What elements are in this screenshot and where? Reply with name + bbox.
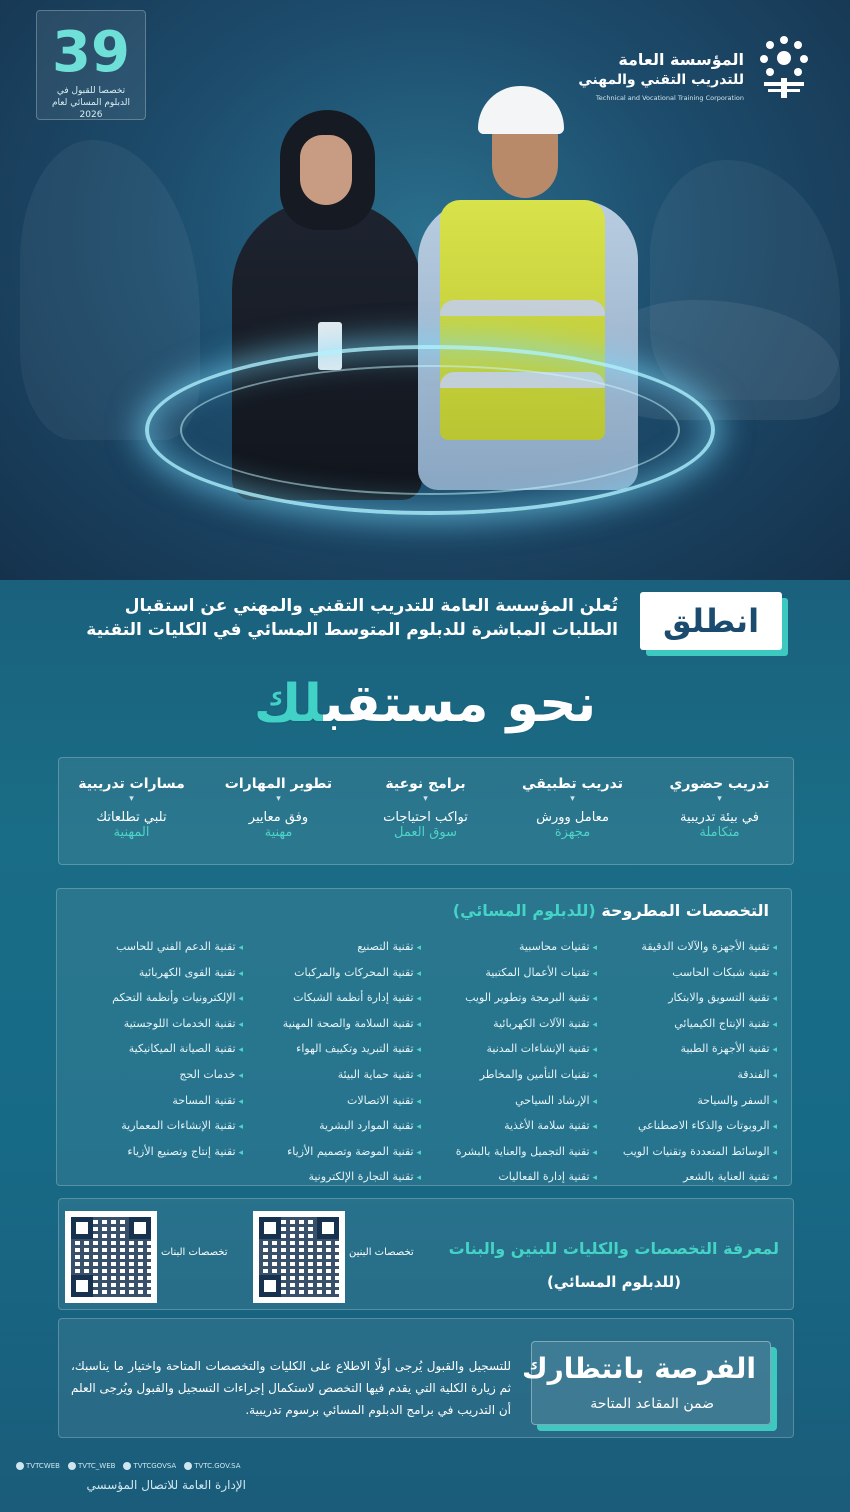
social-handle: TVTCGOVSA [133, 1462, 177, 1470]
major-item: ◂ تقنية السلامة والصحة المهنية [243, 1012, 421, 1038]
headline-main: نحو مستقب [323, 674, 597, 734]
cta-subtitle: ضمن المقاعد المتاحة [590, 1396, 714, 1412]
social-links [16, 1462, 316, 1470]
qr-finder [317, 1217, 339, 1239]
major-item: ◂ تقنيات محاسبية [419, 935, 597, 961]
vest-stripe [440, 300, 605, 316]
boys-qr-label: تخصصات البنين [349, 1247, 414, 1258]
chevron-down-icon: ▾ [276, 794, 281, 804]
major-item: ◂ تقنية الأجهزة والآلات الدقيقة [599, 935, 777, 961]
major-item: ◂ الإرشاد السياحي [419, 1089, 597, 1115]
major-item: ◂ تقنية الموضة وتصميم الأزياء [243, 1140, 421, 1166]
major-item: ◂ تقنية الصيانة الميكانيكية [65, 1037, 243, 1063]
feature-subtitle-accent: المهنية [113, 825, 150, 840]
glow-ring-inner [180, 365, 680, 495]
major-item: ◂ تقنيات التأمين والمخاطر [419, 1063, 597, 1089]
major-item: ◂ تقنية البرمجة وتطوير الويب [419, 986, 597, 1012]
girls-qr-code[interactable] [65, 1211, 157, 1303]
feature-title: تدريب حضوري [669, 776, 770, 792]
boys-qr-code[interactable] [253, 1211, 345, 1303]
features-panel [58, 757, 794, 865]
major-item: ◂ الإلكترونيات وأنظمة التحكم [65, 986, 243, 1012]
social-link[interactable] [68, 1462, 115, 1470]
feature-title: تطوير المهارات [224, 776, 333, 792]
qr-finder [71, 1275, 93, 1297]
major-item: ◂ تقنية الموارد البشرية [243, 1114, 421, 1140]
major-item: ◂ تقنية سلامة الأغذية [419, 1114, 597, 1140]
major-item: ◂ تقنية الأجهزة الطبية [599, 1037, 777, 1063]
launch-label: انطلق [662, 602, 760, 640]
major-item: ◂ تقنية العناية بالشعر [599, 1165, 777, 1191]
feature-subtitle: معامل وورش [536, 810, 609, 825]
qr-subtitle: (للدبلوم المسائي) [546, 1273, 681, 1291]
major-item: ◂ تقنية الدعم الفني للحاسب [65, 935, 243, 961]
feature-item [646, 758, 793, 866]
major-item: ◂ تقنية الإنتاج الكيميائي [599, 1012, 777, 1038]
count-number: 39 [52, 20, 130, 85]
major-item: ◂ الفندقة [599, 1063, 777, 1089]
chevron-down-icon: ▾ [129, 794, 134, 804]
major-item: ◂ تقنية الإنشاءات المدنية [419, 1037, 597, 1063]
social-link[interactable] [123, 1462, 176, 1470]
feature-title: مسارات تدريبية [78, 776, 185, 792]
social-handle: TVTCWEB [26, 1462, 60, 1470]
launch-badge [640, 592, 782, 650]
major-item: ◂ تقنية التصنيع [243, 935, 421, 961]
major-item: ◂ تقنية القوى الكهربائية [65, 961, 243, 987]
social-icon [68, 1462, 76, 1470]
feature-subtitle-accent: سوق العمل [393, 825, 458, 840]
social-icon [16, 1462, 24, 1470]
major-item: ◂ تقنية التبريد وتكييف الهواء [243, 1037, 421, 1063]
social-icon [184, 1462, 192, 1470]
feature-subtitle-accent: متكاملة [699, 825, 740, 840]
cta-box [521, 1341, 771, 1425]
announcement-line-1: تُعلن المؤسسة العامة للتدريب التقني والمهني عن استقبال [124, 596, 618, 616]
majors-column [599, 935, 777, 1191]
feature-subtitle: وفق معايير [248, 810, 309, 825]
feature-title: تدريب تطبيقي [522, 776, 623, 792]
social-handle: TVTC_WEB [77, 1462, 116, 1470]
announcement [78, 594, 618, 642]
footer-department: الإدارة العامة للاتصال المؤسسي [86, 1478, 246, 1492]
major-item: ◂ تقنية الآلات الكهربائية [419, 1012, 597, 1038]
announcement-line-2: الطلبات المباشرة للدبلوم المتوسط المسائي في الكليات التقنية [86, 620, 618, 640]
major-item: ◂ تقنية شبكات الحاسب [599, 961, 777, 987]
major-item: ◂ تقنية الإنشاءات المعمارية [65, 1114, 243, 1140]
girls-qr-label: تخصصات البنات [161, 1247, 228, 1258]
feature-subtitle: تلبي تطلعاتك [96, 810, 167, 825]
feature-item [205, 758, 352, 866]
feature-subtitle-accent: مهنية [264, 825, 293, 840]
social-link[interactable] [184, 1462, 240, 1470]
qr-finder [259, 1275, 281, 1297]
major-item: ◂ السفر والسياحة [599, 1089, 777, 1115]
footer [16, 1462, 316, 1502]
feature-item [352, 758, 499, 866]
headline-tail: لك [253, 674, 324, 734]
major-item: ◂ تقنية إدارة الفعاليات [419, 1165, 597, 1191]
major-item: ◂ الروبوتات والذكاء الاصطناعي [599, 1114, 777, 1140]
major-item: ◂ الوسائط المتعددة وتقنيات الويب [599, 1140, 777, 1166]
major-item: ◂ تقنية التجارة الإلكترونية [243, 1165, 421, 1191]
feature-title: برامج نوعية [385, 776, 466, 792]
hard-hat [478, 86, 564, 134]
social-link[interactable] [16, 1462, 60, 1470]
chevron-down-icon: ▾ [570, 794, 575, 804]
qr-finder [259, 1217, 281, 1239]
majors-title-accent: (للدبلوم المسائي) [452, 901, 596, 920]
major-item: ◂ تقنية المحركات والمركبات [243, 961, 421, 987]
major-item: ◂ تقنية المساحة [65, 1089, 243, 1115]
logo-english: Technical and Vocational Training Corporation [595, 94, 744, 102]
major-item: ◂ خدمات الحج [65, 1063, 243, 1089]
major-item: ◂ تقنية التجميل والعناية بالبشرة [419, 1140, 597, 1166]
major-item: ◂ تقنية الاتصالات [243, 1089, 421, 1115]
majors-column [243, 935, 421, 1191]
feature-subtitle: في بيئة تدريبية [680, 810, 759, 825]
feature-item [58, 758, 205, 866]
logo-title: المؤسسة العامة [618, 50, 744, 69]
tvtc-logo-icon [754, 34, 814, 100]
logo-subtitle: للتدريب التقني والمهني [578, 72, 744, 88]
qr-finder [71, 1217, 93, 1239]
chevron-down-icon: ▾ [717, 794, 722, 804]
tvtc-logo [578, 34, 814, 114]
count-badge [36, 10, 146, 120]
majors-panel [56, 888, 792, 1186]
hero-image [0, 0, 850, 580]
major-item: ◂ تقنية إدارة أنظمة الشبكات [243, 986, 421, 1012]
cta-panel [58, 1318, 794, 1438]
major-item: ◂ تقنية حماية البيئة [243, 1063, 421, 1089]
major-item: ◂ تقنيات الأعمال المكتبية [419, 961, 597, 987]
feature-subtitle-accent: مجهزة [554, 825, 591, 840]
qr-panel [58, 1198, 794, 1310]
cta-title: الفرصة بانتظارك [521, 1352, 756, 1385]
qr-title: لمعرفة التخصصات والكليات للبنين والبنات [448, 1239, 779, 1258]
cta-instructions: للتسجيل والقبول يُرجى أولًا الاطلاع على الكليات والتخصصات المتاحة واختيار ما يناسبك، ثم زيارة الكلية التي يقدم فيها التخصص لاستكمال إجراءات التسجيل والقبول ويُرجى العلم أن التدريب في برامج الدبلوم المسائي برسوم تدريبية. [71, 1359, 511, 1417]
feature-item [499, 758, 646, 866]
feature-subtitle: تواكب احتياجات [383, 810, 468, 825]
social-icon [123, 1462, 131, 1470]
majors-column [65, 935, 243, 1165]
majors-column [419, 935, 597, 1191]
majors-title [453, 901, 769, 920]
social-handle: TVTC.GOV.SA [194, 1462, 241, 1470]
majors-title-main: التخصصات المطروحة [601, 901, 769, 920]
major-item: ◂ تقنية الخدمات اللوجستية [65, 1012, 243, 1038]
chevron-down-icon: ▾ [423, 794, 428, 804]
qr-finder [129, 1217, 151, 1239]
headline [120, 672, 730, 736]
major-item: ◂ تقنية التسويق والابتكار [599, 986, 777, 1012]
major-item: ◂ تقنية إنتاج وتصنيع الأزياء [65, 1140, 243, 1166]
woman-face [300, 135, 352, 205]
count-text: تخصصا للقبول في الدبلوم المسائي لعام 2026 [51, 86, 131, 120]
